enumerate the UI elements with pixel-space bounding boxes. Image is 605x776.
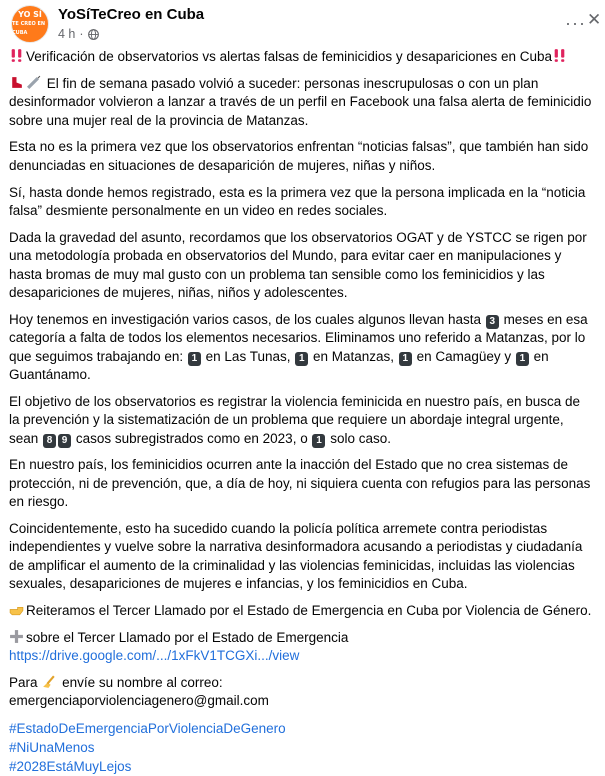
- paragraph-4: Dada la gravedad del asunto, recordamos que los observatorios OGAT y de YSTCC se rigen por una metodología probada en observatorios del Mundo, para evitar caer en manipulaciones y hasta bromas de muy mal gusto con un problema tan sensible como los feminicidios y las desapariciones de mujeres, niñas, niños y adolescentes.: [9, 229, 587, 301]
- hashtag-link[interactable]: #2028EstáMuyLejos: [9, 759, 132, 775]
- paragraph-9: [9, 602, 594, 620]
- paragraph-9-text: Reiteramos el Tercer Llamado por el Estado de Emergencia en Cuba por Violencia de Género.: [26, 603, 592, 619]
- post-time[interactable]: 4 h: [58, 27, 76, 41]
- paragraph-3: Sí, hasta donde hemos registrado, esta es la primera vez que la persona implicada en la “noticia falsa” desmiente personalmente en un video en redes sociales.: [9, 184, 586, 219]
- post-meta: [58, 27, 99, 41]
- double-exclamation-icon: [9, 48, 24, 63]
- more-options-button[interactable]: ···: [565, 13, 586, 33]
- paragraph-1-text: El fin de semana pasado volvió a suceder: personas inescrupulosas o con un plan desinformador volvieron a lanzar a través de un perfil en Facebook una falsa alerta de feminicidio sobre una mujer real de la provincia de Matanzas.: [9, 75, 592, 128]
- text-run: envíe su nombre al correo:: [62, 675, 223, 691]
- close-button[interactable]: ✕: [587, 10, 602, 29]
- paragraph-10: [9, 629, 594, 666]
- paragraph-2: Esta no es la primera vez que los observatorios enfrentan “noticias falsas”, que también han sido denunciadas en situaciones de desaparición de mujeres, niñas y niños.: [9, 139, 589, 173]
- keycap-number: 1: [399, 352, 412, 366]
- keycap-number: 1: [516, 352, 529, 366]
- keycap-number: 9: [58, 434, 71, 448]
- page-name[interactable]: YoSíTeCreo en Cuba: [58, 6, 205, 23]
- text-run: en Guantánamo.: [9, 348, 549, 383]
- keycap-number: 3: [486, 315, 499, 329]
- text-run: solo caso.: [330, 430, 392, 446]
- meta-separator: ·: [79, 27, 84, 41]
- globe-icon[interactable]: [88, 29, 99, 40]
- post-title: [9, 48, 594, 66]
- double-exclamation-icon: [552, 48, 567, 63]
- drive-link[interactable]: https://drive.google.com/.../1xFkV1TCGXi.../view: [9, 648, 300, 664]
- paragraph-11: [9, 674, 594, 711]
- writing-hand-icon: [41, 674, 56, 689]
- paragraph-1: [9, 75, 594, 130]
- post-body: [9, 48, 594, 776]
- keycap-number: 1: [188, 352, 201, 366]
- contact-email[interactable]: emergenciaporviolenciagenero@gmail.com: [9, 693, 269, 709]
- post-title-text: Verificación de observatorios vs alertas falsas de feminicidios y desapariciones en Cuba: [26, 49, 553, 64]
- hashtag-link[interactable]: #NiUnaMenos: [9, 740, 95, 756]
- plus-icon: [9, 629, 24, 644]
- hashtag-link[interactable]: #EstadoDeEmergenciaPorViolenciaDeGenero: [9, 721, 286, 737]
- text-run: El objetivo de los observatorios es registrar la violencia feminicida en nuestro país, en busca de la prevención y la sistematización de un problema que requiere un abordaje integral urgente, sean: [9, 393, 581, 446]
- avatar-logo-subtext: TE CREO EN CUBA: [12, 21, 46, 36]
- keycap-number: 1: [295, 352, 308, 366]
- text-run: casos subregistrados como en 2023, o: [75, 430, 308, 446]
- paragraph-6: [9, 393, 594, 448]
- avatar-logo-text: YO SÍ: [18, 10, 42, 19]
- syringe-icon: [26, 75, 41, 90]
- paragraph-7: En nuestro país, los feminicidios ocurren ante la inacción del Estado que no crea sistemas de protección, ni de prevención, que, a día de hoy, ni siquiera cuenta con refugios para las personas en riesgo.: [9, 457, 591, 510]
- text-run: en Las Tunas,: [205, 348, 291, 364]
- paragraph-5: [9, 311, 594, 385]
- text-run: Para: [9, 675, 38, 691]
- pointing-hand-icon: [9, 602, 24, 617]
- paragraph-8: Coincidentemente, esto ha sucedido cuando la policía política arremete contra periodistas independientes y vuelve sobre la narrativa desinformadora acusando a periodistas y ciudadanía de amplificar el aumento de la criminalidad y las violencias feminicidas, incluidas las violencias sexuales, desapariciones de mujeres e infancias, y los feminicidios en Cuba.: [9, 521, 583, 592]
- keycap-number: 8: [43, 434, 56, 448]
- page-avatar[interactable]: [11, 5, 49, 43]
- keycap-number: 1: [312, 434, 325, 448]
- text-run: en Matanzas,: [313, 348, 395, 364]
- text-run: meses en esa categoría a falta de todos los elementos necesarios. Eliminamos uno referido a Matanzas, por lo que seguimos trabajando en:: [9, 311, 588, 364]
- hashtags: [9, 719, 594, 776]
- post-header: [0, 0, 605, 48]
- paragraph-10-text: sobre el Tercer Llamado por el Estado de Emergencia: [26, 629, 349, 645]
- red-shoe-icon: [9, 75, 24, 90]
- text-run: en Camagüey y: [416, 348, 512, 364]
- text-run: Hoy tenemos en investigación varios casos, de los cuales algunos llevan hasta: [9, 311, 482, 327]
